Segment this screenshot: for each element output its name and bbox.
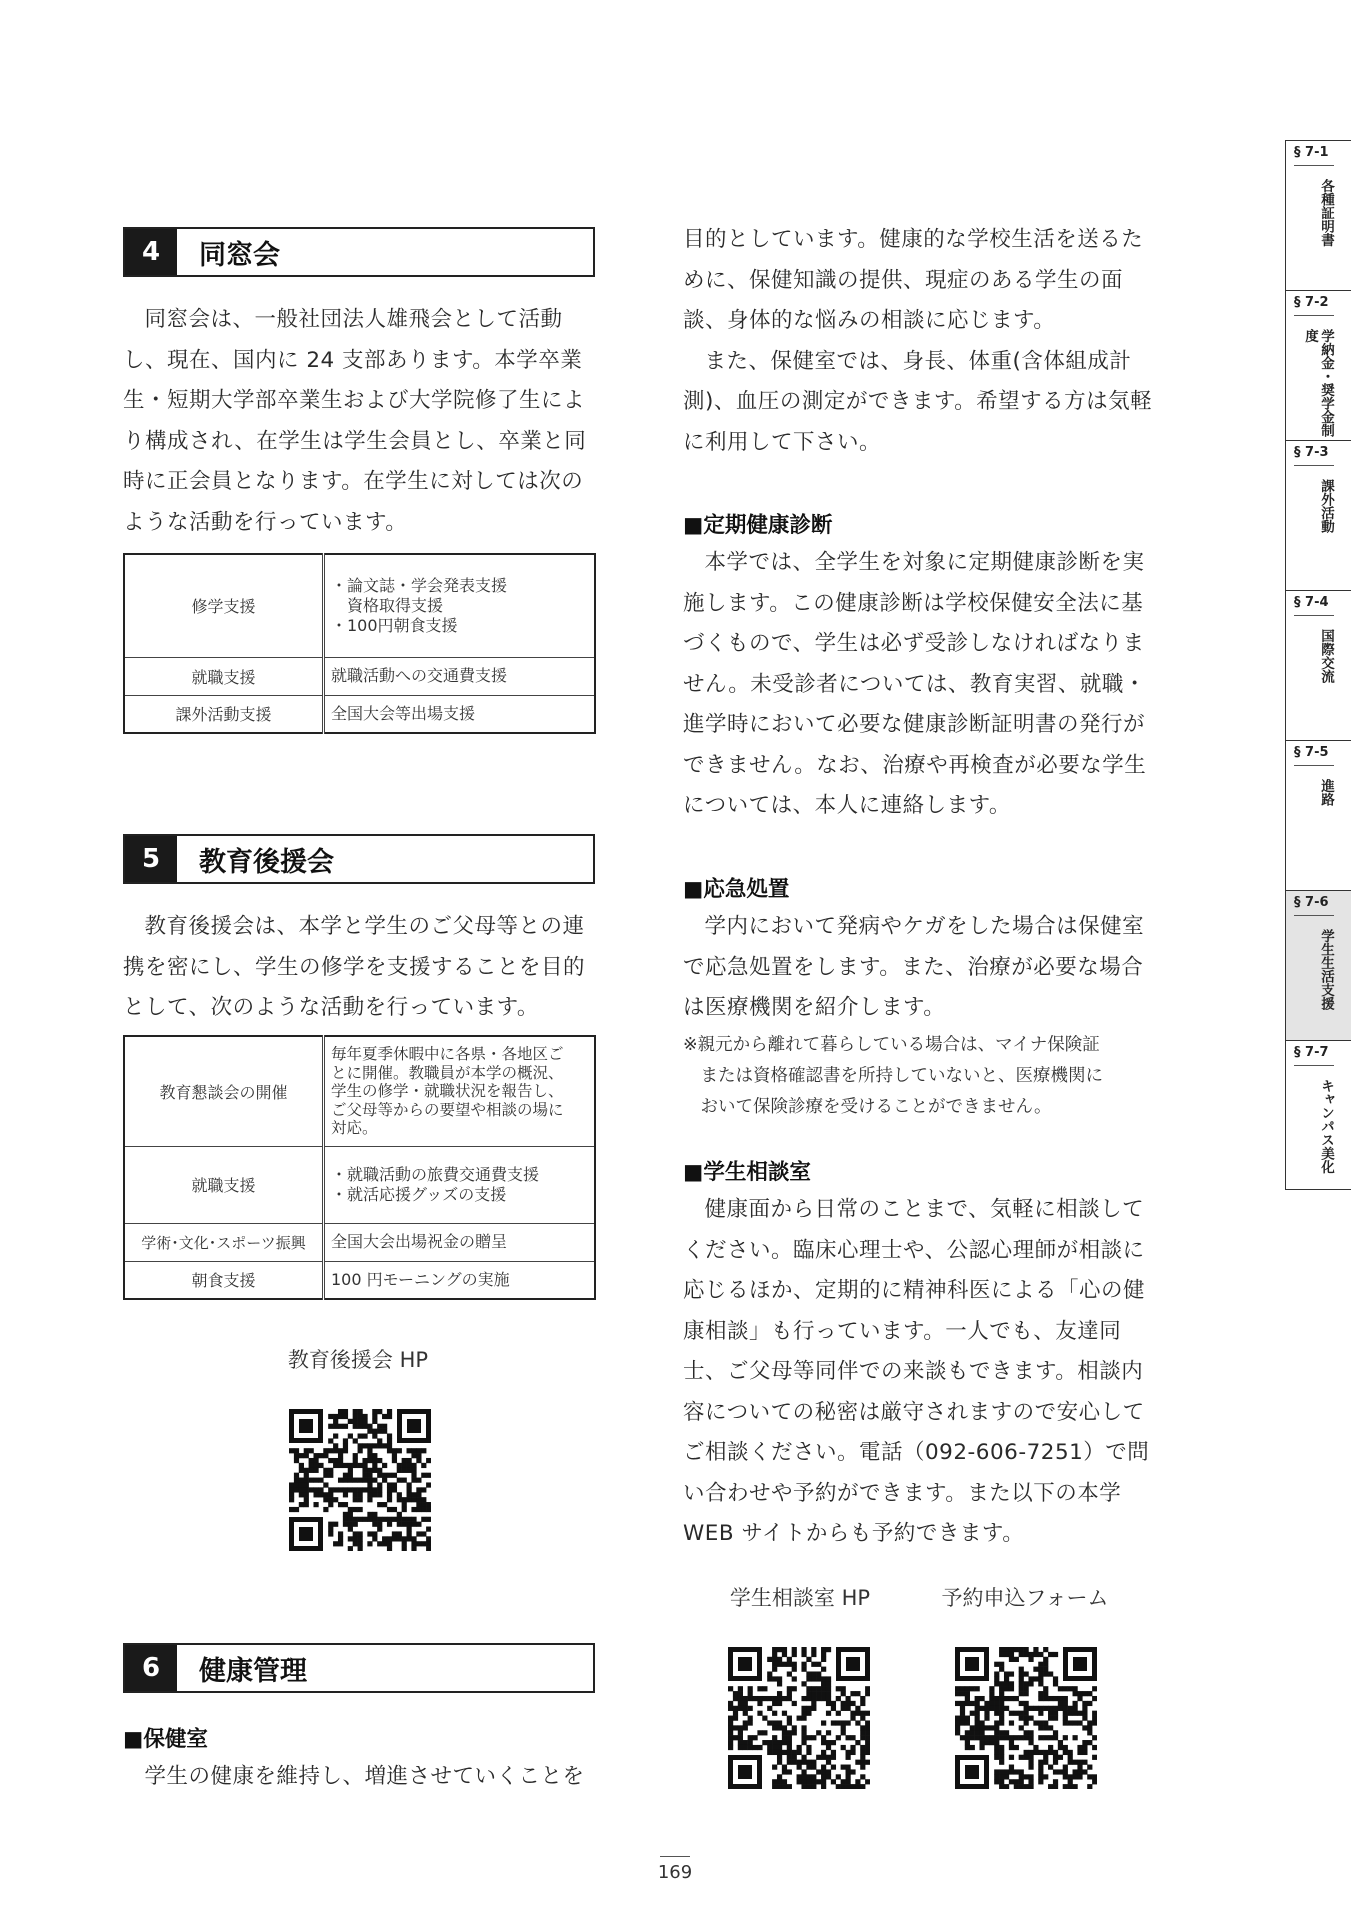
section-6-title: 健康管理 bbox=[199, 1655, 307, 1687]
table-value: 全国大会等出場支援 bbox=[324, 695, 596, 733]
page-number: 169 bbox=[657, 1862, 693, 1883]
table-row bbox=[124, 695, 595, 733]
table-label: 学術･文化･スポーツ振興 bbox=[124, 1223, 324, 1261]
table-label: 朝食支援 bbox=[124, 1261, 324, 1299]
table-value: 100 円モーニングの実施 bbox=[324, 1261, 596, 1299]
teiki-kenshin-paragraph: 本学では、全学生を対象に定期健康診断を実施します。この健康診断は学校保健安全法に基づくもので、学生は必ず受診しなければなりません。未受診者については、教育実習、就職・進学時において必要な健康診断証明書の発行ができません。なお、治療や再検査が必要な学生については、本人に連絡します。 bbox=[683, 550, 1147, 818]
chapter-tab-name: 学生生活支援 bbox=[1318, 929, 1334, 1010]
section-4-number: 4 bbox=[125, 229, 177, 275]
chapter-tab-name: 国際交流 bbox=[1318, 629, 1334, 683]
table-label: 就職支援 bbox=[124, 1146, 324, 1223]
table-label: 課外活動支援 bbox=[124, 695, 324, 733]
teiki-kenshin-heading: ■定期健康診断 bbox=[683, 513, 833, 538]
section-4-paragraph: 同窓会は、一般社団法人雄飛会として活動し、現在、国内に 24 支部あります。本学卒業生・短期大学部卒業生および大学院修了生により構成され、在学生は学生会員とし、卒業と同時に正会員となります。在学生に対しては次のような活動を行っています。 bbox=[123, 307, 587, 535]
table-value: ・就職活動の旅費交通費支援 ・就活応援グッズの支援 bbox=[324, 1146, 596, 1223]
okyu-shochi-paragraph: 学内において発病やケガをした場合は保健室で応急処置をします。また、治療が必要な場合は医療機関を紹介します。 bbox=[683, 914, 1145, 1020]
chapter-tab-name: 進路 bbox=[1318, 779, 1334, 806]
section-6-number: 6 bbox=[125, 1645, 177, 1691]
chapter-tab-1[interactable] bbox=[1285, 140, 1351, 290]
page-number-rule bbox=[660, 1856, 690, 1857]
chapter-tab-2[interactable] bbox=[1285, 290, 1351, 440]
yoyaku-qr-label: 予約申込フォーム bbox=[941, 1586, 1109, 1610]
chapter-tab-6[interactable] bbox=[1285, 890, 1351, 1040]
table-value: 全国大会出場祝金の贈呈 bbox=[324, 1223, 596, 1261]
chapter-tab-code: § 7-3 bbox=[1294, 445, 1329, 460]
chapter-tab-code: § 7-5 bbox=[1294, 745, 1329, 760]
dosokai-support-table bbox=[123, 553, 596, 734]
table-value: ・論文誌・学会発表支援 資格取得支援 ・100円朝食支援 bbox=[324, 554, 596, 657]
table-label: 就職支援 bbox=[124, 657, 324, 695]
table-value: 毎年夏季休暇中に各県・各地区ご とに開催。教職員が本学の概況、 学生の修学・就職状況を報告し、 ご父母等からの要望や相談の場に 対応。 bbox=[324, 1036, 596, 1146]
chapter-tab-code: § 7-2 bbox=[1294, 295, 1329, 310]
kyoiku-qr-label: 教育後援会 HP bbox=[287, 1348, 429, 1372]
table-row bbox=[124, 1261, 595, 1299]
gakusei-sodanshitsu-heading: ■学生相談室 bbox=[683, 1160, 811, 1185]
section-5-title: 教育後援会 bbox=[199, 846, 334, 878]
section-6-heading bbox=[123, 1643, 595, 1693]
yoyaku-qr-code[interactable] bbox=[955, 1647, 1097, 1789]
gakusei-sodanshitsu-paragraph: 健康面から日常のことまで、気軽に相談してください。臨床心理士や、公認心理師が相談に応じるほか、定期的に精神科医による「心の健康相談」も行っています。一人でも、友達同士、ご父母等同伴での来談もできます。相談内容についての秘密は厳守されますので安心してご相談ください。電話（092-606-7251）で問い合わせや予約ができます。また以下の本学WEB サイトからも予約できます。 bbox=[683, 1197, 1150, 1546]
okyu-shochi-heading: ■応急処置 bbox=[683, 877, 790, 902]
hokenshitsu-heading: ■保健室 bbox=[123, 1727, 208, 1752]
chapter-tab-name: 学納金・奨学金制度 bbox=[1302, 329, 1334, 437]
okyu-shochi-note: ※親元から離れて暮らしている場合は、マイナ保険証 または資格確認書を所持していないと、医療機関に おいて保険診療を受けることができません。 bbox=[683, 1035, 1103, 1117]
table-row bbox=[124, 1146, 595, 1223]
sodan-qr-label: 学生相談室 HP bbox=[729, 1586, 871, 1610]
section-4-title: 同窓会 bbox=[199, 239, 280, 271]
hokenshitsu-paragraph-start: 学生の健康を維持し、増進させていくことを bbox=[144, 1764, 585, 1789]
table-row bbox=[124, 657, 595, 695]
chapter-tab-3[interactable] bbox=[1285, 440, 1351, 590]
hokenshitsu-paragraph-cont: 目的としています。健康的な学校生活を送るために、保健知識の提供、現症のある学生の面談、身体的な悩みの相談に応じます。 また、保健室では、身長、体重(含体組成計測)、血圧の測定ができます。希望する方は気軽に利用して下さい。 bbox=[683, 227, 1153, 455]
chapter-tab-7[interactable] bbox=[1285, 1040, 1351, 1190]
table-label: 教育懇談会の開催 bbox=[124, 1036, 324, 1146]
chapter-tab-name: 各種証明書 bbox=[1318, 179, 1334, 247]
chapter-tab-code: § 7-4 bbox=[1294, 595, 1329, 610]
chapter-tab-code: § 7-7 bbox=[1294, 1045, 1329, 1060]
table-row bbox=[124, 1036, 595, 1146]
chapter-tab-name: 課外活動 bbox=[1318, 479, 1334, 533]
kyoiku-koenkai-table bbox=[123, 1035, 596, 1300]
chapter-tab-code: § 7-6 bbox=[1294, 895, 1329, 910]
kyoiku-koenkai-qr-code[interactable] bbox=[289, 1409, 431, 1551]
section-5-number: 5 bbox=[125, 836, 177, 882]
section-5-paragraph: 教育後援会は、本学と学生のご父母等との連携を密にし、学生の修学を支援することを目的として、次のような活動を行っています。 bbox=[123, 914, 586, 1020]
chapter-tab-name: キャンパス美化 bbox=[1318, 1079, 1334, 1174]
table-row bbox=[124, 1223, 595, 1261]
chapter-tab-code: § 7-1 bbox=[1294, 145, 1329, 160]
section-4-heading bbox=[123, 227, 595, 277]
table-value: 就職活動への交通費支援 bbox=[324, 657, 596, 695]
table-label: 修学支援 bbox=[124, 554, 324, 657]
chapter-tab-5[interactable] bbox=[1285, 740, 1351, 890]
table-row bbox=[124, 554, 595, 657]
chapter-tab-4[interactable] bbox=[1285, 590, 1351, 740]
section-5-heading bbox=[123, 834, 595, 884]
sodan-qr-code[interactable] bbox=[728, 1647, 870, 1789]
